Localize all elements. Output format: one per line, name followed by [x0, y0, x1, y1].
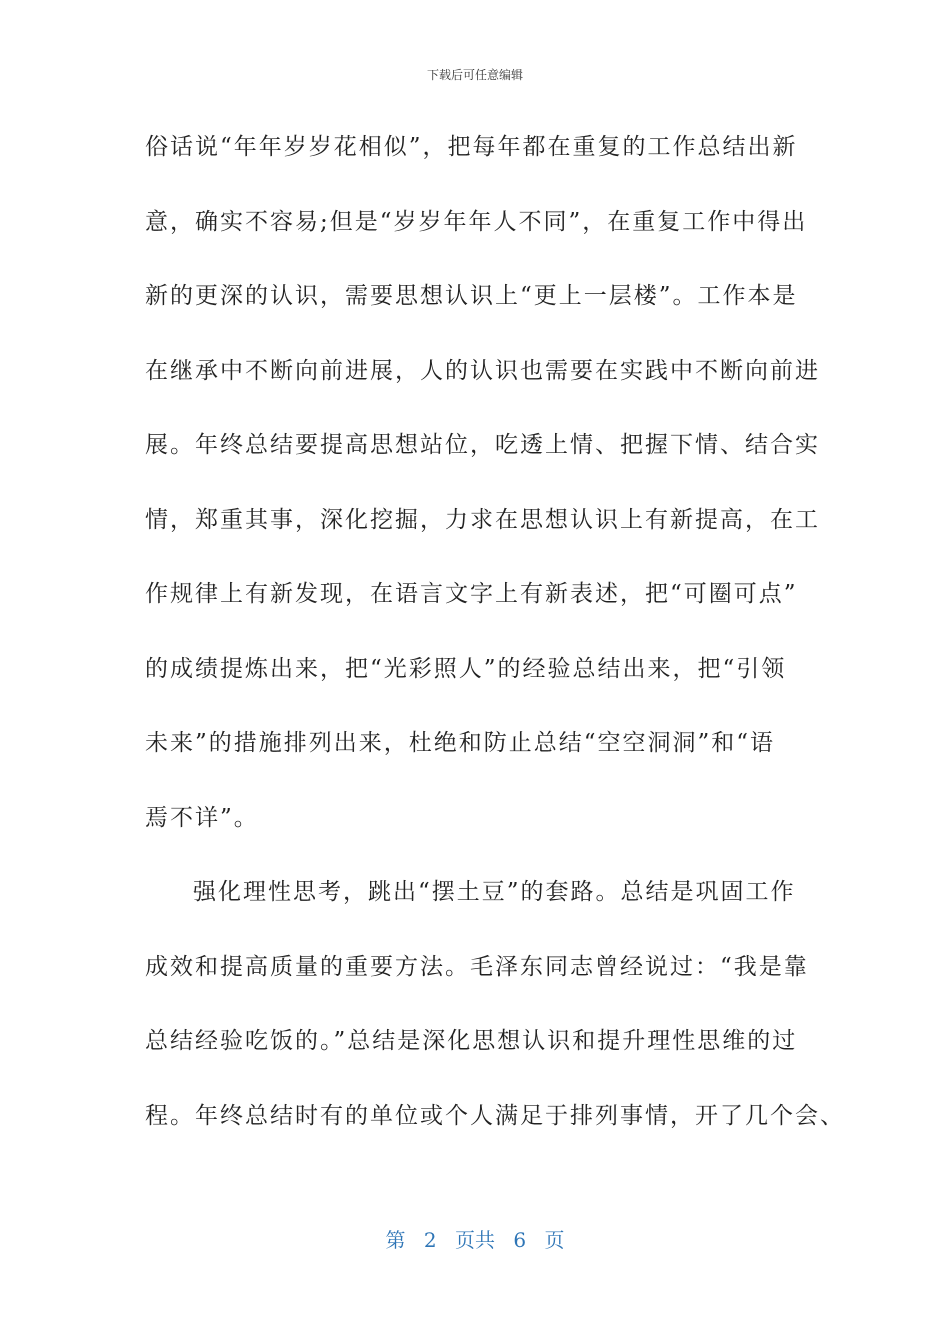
text-line: 意，确实不容易;但是“岁岁年年人不同”，在重复工作中得出	[145, 208, 808, 235]
text-line: 俗话说“年年岁岁花相似”，把每年都在重复的工作总结出新	[145, 134, 798, 160]
text-line: 程。年终总结时有的单位或个人满足于排列事情，开了几个会、	[145, 1102, 845, 1129]
text-line: 情，郑重其事，深化挖掘，力求在思想认识上有新提高，在工	[145, 506, 820, 533]
text-line: 成效和提高质量的重要方法。毛泽东同志曾经说过：“我是靠	[145, 953, 809, 980]
text-line: 焉不详”。	[145, 804, 259, 831]
text-line: 新的更深的认识，需要思想认识上“更上一层楼”。工作本是	[145, 283, 798, 309]
document-body	[145, 110, 845, 1153]
text-line: 强化理性思考，跳出“摆土豆”的套路。总结是巩固工作	[193, 879, 796, 905]
page-footer	[0, 1224, 950, 1253]
text-line: 在继承中不断向前进展，人的认识也需要在实践中不断向前进	[145, 357, 820, 384]
text-line: 的成绩提炼出来，把“光彩照人”的经验总结出来，把“引领	[145, 655, 787, 682]
text-line: 未来”的措施排列出来，杜绝和防止总结“空空洞洞”和“语	[145, 730, 776, 756]
text-line: 总结经验吃饭的。”总结是深化思想认识和提升理性思维的过	[145, 1028, 798, 1054]
page-prefix: 第	[385, 1228, 406, 1252]
page-number: 2	[423, 1228, 437, 1252]
total-pages: 6	[513, 1228, 527, 1252]
text-line: 展。年终总结要提高思想站位，吃透上情、把握下情、结合实	[145, 432, 820, 458]
header-note: 下载后可任意编辑	[426, 68, 523, 82]
page-suffix: 页	[544, 1228, 565, 1252]
page-middle: 页共	[455, 1228, 495, 1252]
text-line: 作规律上有新发现，在语言文字上有新表述，把“可圈可点”	[145, 581, 798, 607]
